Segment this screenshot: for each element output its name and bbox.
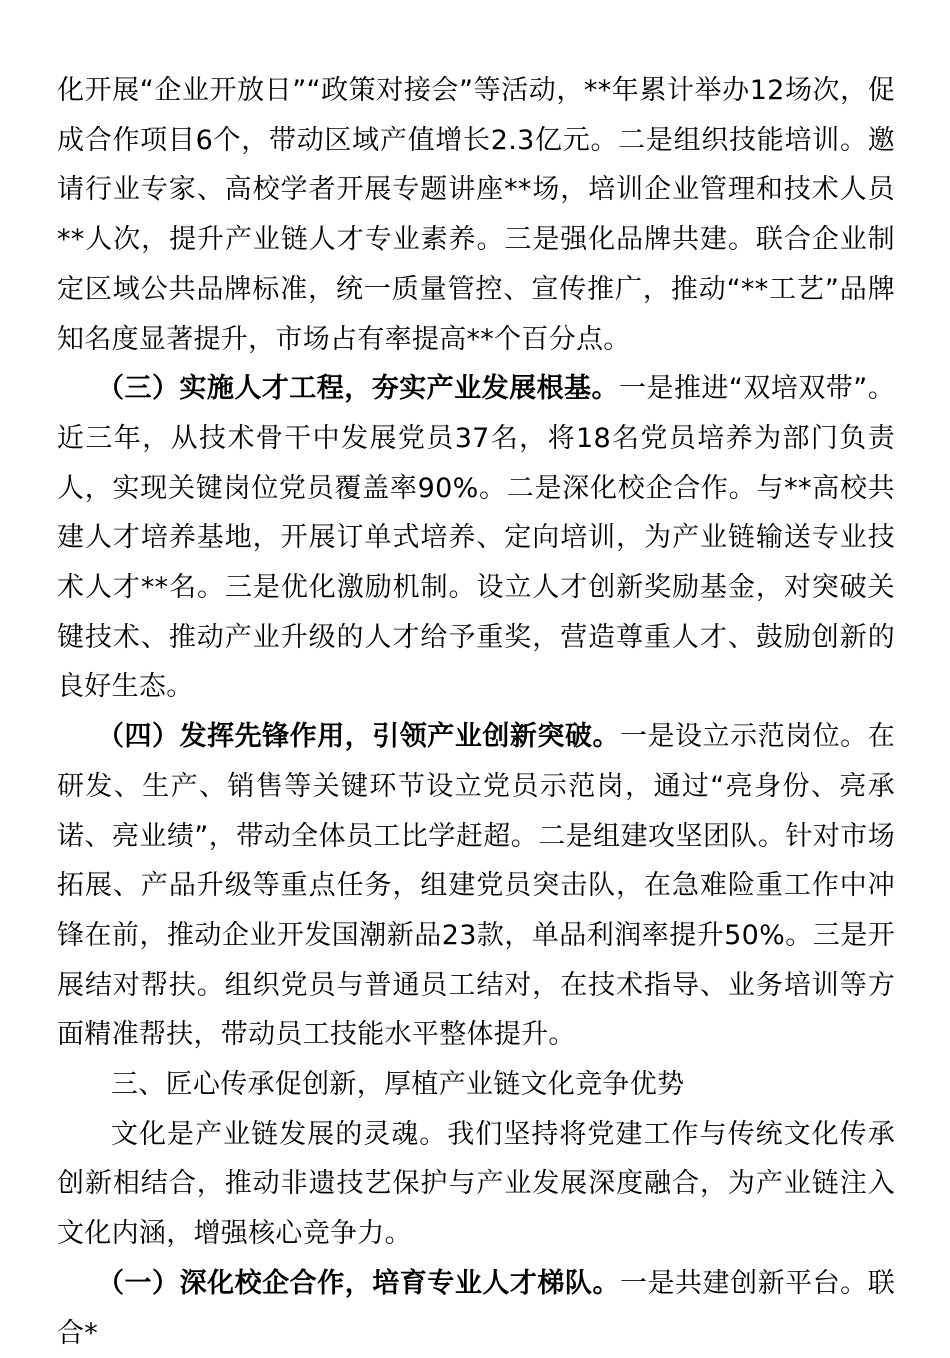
paragraph-body (57, 1110, 895, 1259)
paragraph-text: 一是共建创新平台。联合* (57, 1267, 896, 1349)
paragraph-text: 化开展“企业开放日”“政策对接会”等活动，**年累计举办12场次，促成合作项目6个，带动区域产值增长2.3亿元。二是组织技能培训。邀请行业专家、高校学者开展专题讲座**场，培训企业管理和技术人员**人次，提升产业链人才专业素养。三是强化品牌共建。联合企业制定区域公共品牌标准，统一质量管控、宣传推广，推动“**工艺”品牌知名度显著提升，市场占有率提高**个百分点。 (57, 75, 895, 355)
paragraph-subsection-4 (57, 712, 895, 1060)
subsection-heading: （一）深化校企合作，培育专业人才梯队。 (97, 1267, 620, 1299)
paragraph-text: 文化是产业链发展的灵魂。我们坚持将党建工作与传统文化传承创新相结合，推动非遗技艺保护与产业发展深度融合，为产业链注入文化内涵，增强核心竞争力。 (57, 1118, 895, 1250)
paragraph-text: 一是设立示范岗位。在研发、生产、销售等关键环节设立党员示范岗，通过“亮身份、亮承诺、亮业绩”，带动全体员工比学赶超。二是组建攻坚团队。针对市场拓展、产品升级等重点任务，组建党员突击队，在急难险重工作中冲锋在前，推动企业开发国潮新品23款，单品利润率提升50%。三是开展结对帮扶。组织党员与普通员工结对，在技术指导、业务培训等方面精准帮扶，带动员工技能水平整体提升。 (57, 721, 896, 1051)
paragraph-subsection-3 (57, 364, 895, 712)
subsection-heading: （四）发挥先锋作用，引领产业创新突破。 (97, 721, 620, 753)
paragraph-continuation (57, 66, 895, 364)
section-heading (57, 1060, 895, 1110)
document-page (57, 66, 895, 1358)
section-heading-text: 三、匠心传承促创新，厚植产业链文化竞争优势 (111, 1069, 685, 1101)
subsection-heading: （三）实施人才工程，夯实产业发展根基。 (97, 373, 619, 405)
paragraph-subsection-1 (57, 1259, 895, 1358)
paragraph-text: 一是推进“双培双带”。近三年，从技术骨干中发展党员37名，将18名党员培养为部门负责人，实现关键岗位党员覆盖率90%。二是深化校企合作。与**高校共建人才培养基地，开展订单式培养、定向培训，为产业链输送专业技术人才**名。三是优化激励机制。设立人才创新奖励基金，对突破关键技术、推动产业升级的人才给予重奖，营造尊重人才、鼓励创新的良好生态。 (57, 373, 896, 703)
